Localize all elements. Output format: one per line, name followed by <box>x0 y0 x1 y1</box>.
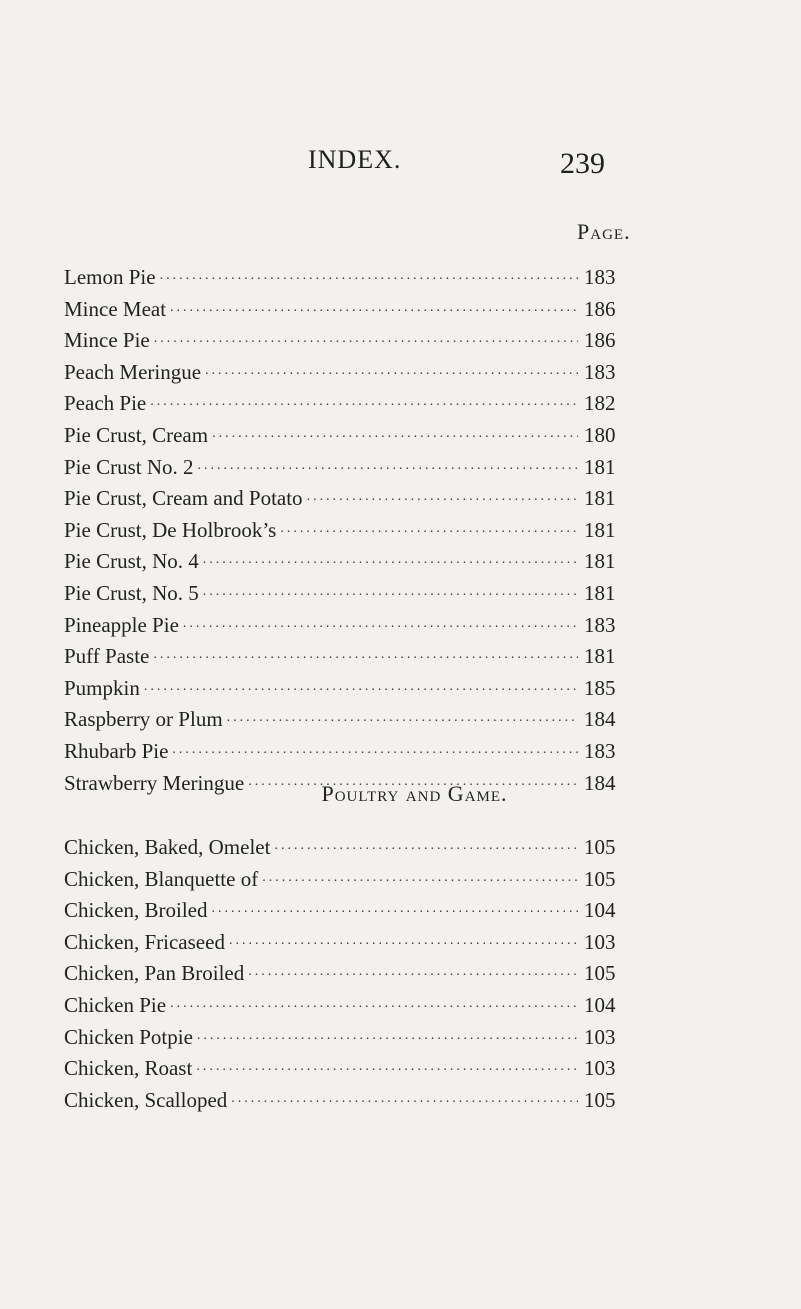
dot-leader <box>170 294 578 316</box>
index-entry <box>64 864 624 896</box>
entry-name: Pie Crust, No. 5 <box>64 580 199 605</box>
page-column-label: Page. <box>577 219 631 244</box>
entry-page: 181 <box>584 486 616 511</box>
entry-name: Chicken Potpie <box>64 1024 193 1049</box>
entry-page: 184 <box>584 770 616 795</box>
entry-page: 181 <box>584 549 616 574</box>
index-entry <box>64 990 624 1022</box>
page-number: 239 <box>560 147 605 180</box>
entry-name: Chicken, Roast <box>64 1056 193 1081</box>
entry-name: Peach Meringue <box>64 359 202 384</box>
entry-name: Chicken, Baked, Omelet <box>64 835 271 859</box>
entry-page: 103 <box>584 1024 616 1049</box>
entry-page: 105 <box>584 866 616 891</box>
index-entry <box>64 832 624 864</box>
entry-name: Puff Paste <box>64 644 150 669</box>
entry-page: 184 <box>584 707 616 732</box>
dot-leader <box>307 483 578 505</box>
dot-leader <box>262 864 578 886</box>
entry-name: Strawberry Meringue <box>64 770 245 795</box>
page-title: INDEX. <box>308 145 402 174</box>
dot-leader <box>205 357 578 379</box>
entry-name: Chicken, Scalloped <box>64 1087 228 1112</box>
dot-leader <box>160 262 578 284</box>
entry-page: 186 <box>584 296 616 321</box>
entry-name: Raspberry or Plum <box>64 707 223 732</box>
index-entry <box>64 927 624 959</box>
entry-page: 105 <box>584 1087 616 1112</box>
entry-page: 181 <box>584 454 616 479</box>
index-entry <box>64 452 624 484</box>
index-entry <box>64 736 624 768</box>
index-entry <box>64 673 624 705</box>
index-entry <box>64 388 624 420</box>
entry-name: Pie Crust, Cream <box>64 422 209 447</box>
index-entry <box>64 704 624 736</box>
dot-leader <box>280 515 578 537</box>
index-entry <box>64 515 624 547</box>
entry-page: 185 <box>584 675 616 700</box>
dot-leader <box>227 704 578 726</box>
dot-leader <box>211 895 578 917</box>
entry-page: 182 <box>584 391 616 416</box>
page-header <box>0 145 801 181</box>
entry-page: 186 <box>584 328 616 353</box>
entry-name: Chicken, Blanquette of <box>64 866 259 891</box>
dot-leader <box>248 958 578 980</box>
index-list-poultry <box>64 832 624 1116</box>
entry-page: 181 <box>584 517 616 542</box>
entry-name: Chicken, Fricaseed <box>64 929 225 954</box>
index-entry <box>64 1053 624 1085</box>
entry-name: Rhubarb Pie <box>64 738 169 763</box>
index-entry <box>64 578 624 610</box>
entry-page: 103 <box>584 929 616 954</box>
entry-name: Pie Crust No. 2 <box>64 454 194 479</box>
entry-page: 104 <box>584 992 616 1017</box>
entry-page: 183 <box>584 612 616 637</box>
index-entry <box>64 546 624 578</box>
entry-name: Pie Crust, No. 4 <box>64 549 199 574</box>
dot-leader <box>196 1053 578 1075</box>
index-entry <box>64 1085 624 1117</box>
section-title-poultry: Poultry and Game. <box>321 781 508 806</box>
entry-page: 105 <box>584 835 616 859</box>
entry-name: Pie Crust, Cream and Potato <box>64 486 303 511</box>
entry-name: Chicken Pie <box>64 992 167 1017</box>
entry-name: Mince Pie <box>64 328 150 353</box>
dot-leader <box>150 388 578 410</box>
entry-name: Chicken, Pan Broiled <box>64 961 245 986</box>
entry-page: 183 <box>584 359 616 384</box>
dot-leader <box>153 641 578 663</box>
entry-name: Pineapple Pie <box>64 612 179 637</box>
entry-page: 183 <box>584 265 616 289</box>
index-entry <box>64 895 624 927</box>
entry-name: Chicken, Broiled <box>64 898 208 923</box>
dot-leader <box>203 578 578 600</box>
index-entry <box>64 483 624 515</box>
entry-page: 181 <box>584 580 616 605</box>
dot-leader <box>144 673 578 695</box>
entry-page: 104 <box>584 898 616 923</box>
index-entry <box>64 262 624 294</box>
index-entry <box>64 420 624 452</box>
index-list-desserts <box>64 262 624 799</box>
index-entry <box>64 325 624 357</box>
dot-leader <box>274 832 578 854</box>
entry-name: Peach Pie <box>64 391 147 416</box>
entry-page: 103 <box>584 1056 616 1081</box>
dot-leader <box>154 325 578 347</box>
entry-page: 180 <box>584 422 616 447</box>
index-entry <box>64 610 624 642</box>
entry-name: Pie Crust, De Holbrook’s <box>64 517 277 542</box>
entry-page: 105 <box>584 961 616 986</box>
dot-leader <box>203 546 578 568</box>
entry-name: Pumpkin <box>64 675 140 700</box>
entry-name: Lemon Pie <box>64 265 156 289</box>
entry-name: Mince Meat <box>64 296 167 321</box>
index-entry <box>64 641 624 673</box>
dot-leader <box>170 990 578 1012</box>
dot-leader <box>229 927 578 949</box>
index-entry <box>64 1022 624 1054</box>
dot-leader <box>183 610 578 632</box>
entry-page: 181 <box>584 644 616 669</box>
dot-leader <box>197 1022 578 1044</box>
dot-leader <box>212 420 578 442</box>
index-entry <box>64 294 624 326</box>
entry-page: 183 <box>584 738 616 763</box>
index-entry <box>64 357 624 389</box>
dot-leader <box>198 452 578 474</box>
dot-leader <box>172 736 578 758</box>
index-entry <box>64 958 624 990</box>
dot-leader <box>231 1085 578 1107</box>
